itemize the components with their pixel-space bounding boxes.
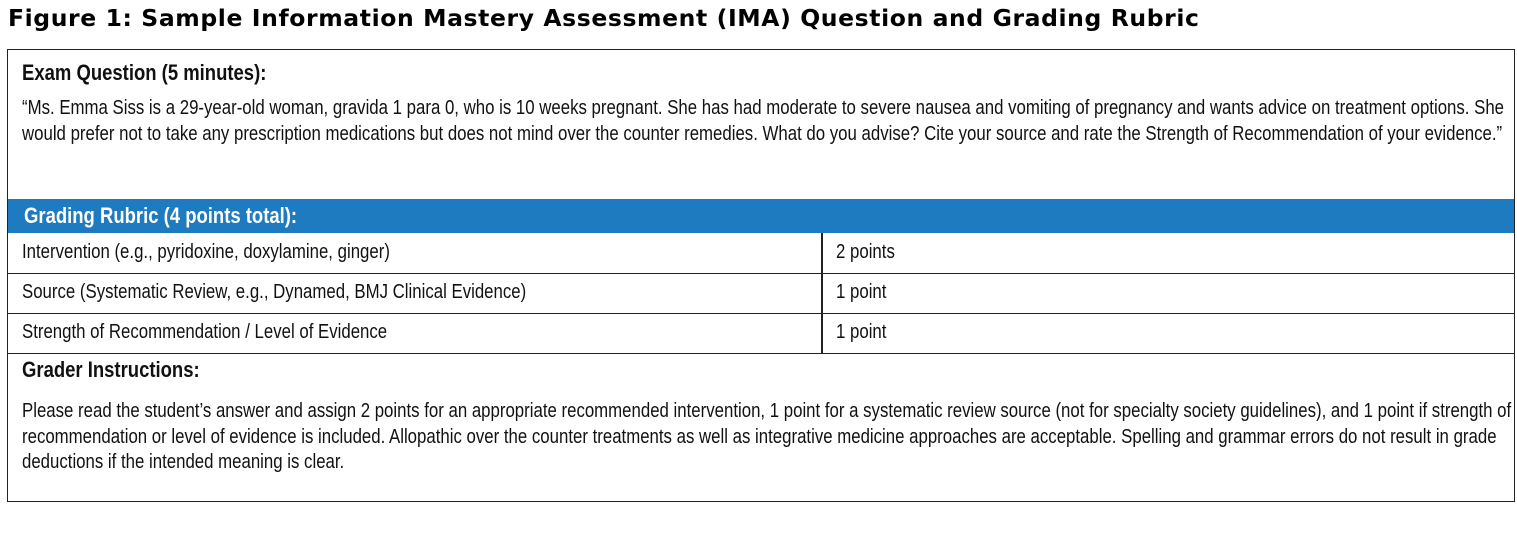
exam-question-heading: Exam Question (5 minutes): (22, 60, 267, 85)
column-divider (821, 233, 823, 353)
grader-instructions-text: Please read the student’s answer and assign 2 points for an appropriate recommended intervention, 1 point for a systematic review source (not for specialty society guidelines), and 1 point if strength of recommendation or level of evidence is included. Allopathic over the counter treatments as well as integrative medicine approaches are acceptable. Spelling and grammar errors do not result in grade deductions if the intended meaning is clear. (22, 400, 1512, 473)
assessment-table (7, 49, 1515, 502)
rubric-criterion: Source (Systematic Review, e.g., Dynamed, BMJ Clinical Evidence) (22, 281, 527, 303)
rubric-points: 1 point (836, 321, 887, 343)
grading-rubric-header: Grading Rubric (4 points total): (8, 199, 1514, 233)
rubric-row-source (8, 273, 1514, 314)
rubric-points: 1 point (836, 281, 887, 303)
rubric-points: 2 points (836, 241, 895, 263)
exam-question-text: “Ms. Emma Siss is a 29-year-old woman, gravida 1 para 0, who is 10 weeks pregnant. She has had moderate to severe nausea and vomiting of pregnancy and wants advice on treatment options. She would prefer not to take any prescription medications but does not mind over the counter remedies. What do you advise? Cite your source and rate the Strength of Recommendation of your evidence.” (22, 97, 1505, 145)
rubric-criterion: Strength of Recommendation / Level of Evidence (22, 321, 388, 343)
rubric-row-intervention (8, 233, 1514, 274)
grader-instructions-heading: Grader Instructions: (22, 357, 200, 382)
rubric-row-strength (8, 313, 1514, 354)
rubric-criterion: Intervention (e.g., pyridoxine, doxylamine, ginger) (22, 241, 390, 263)
figure-title: Figure 1: Sample Information Mastery Assessment (IMA) Question and Grading Rubric (8, 4, 1200, 32)
